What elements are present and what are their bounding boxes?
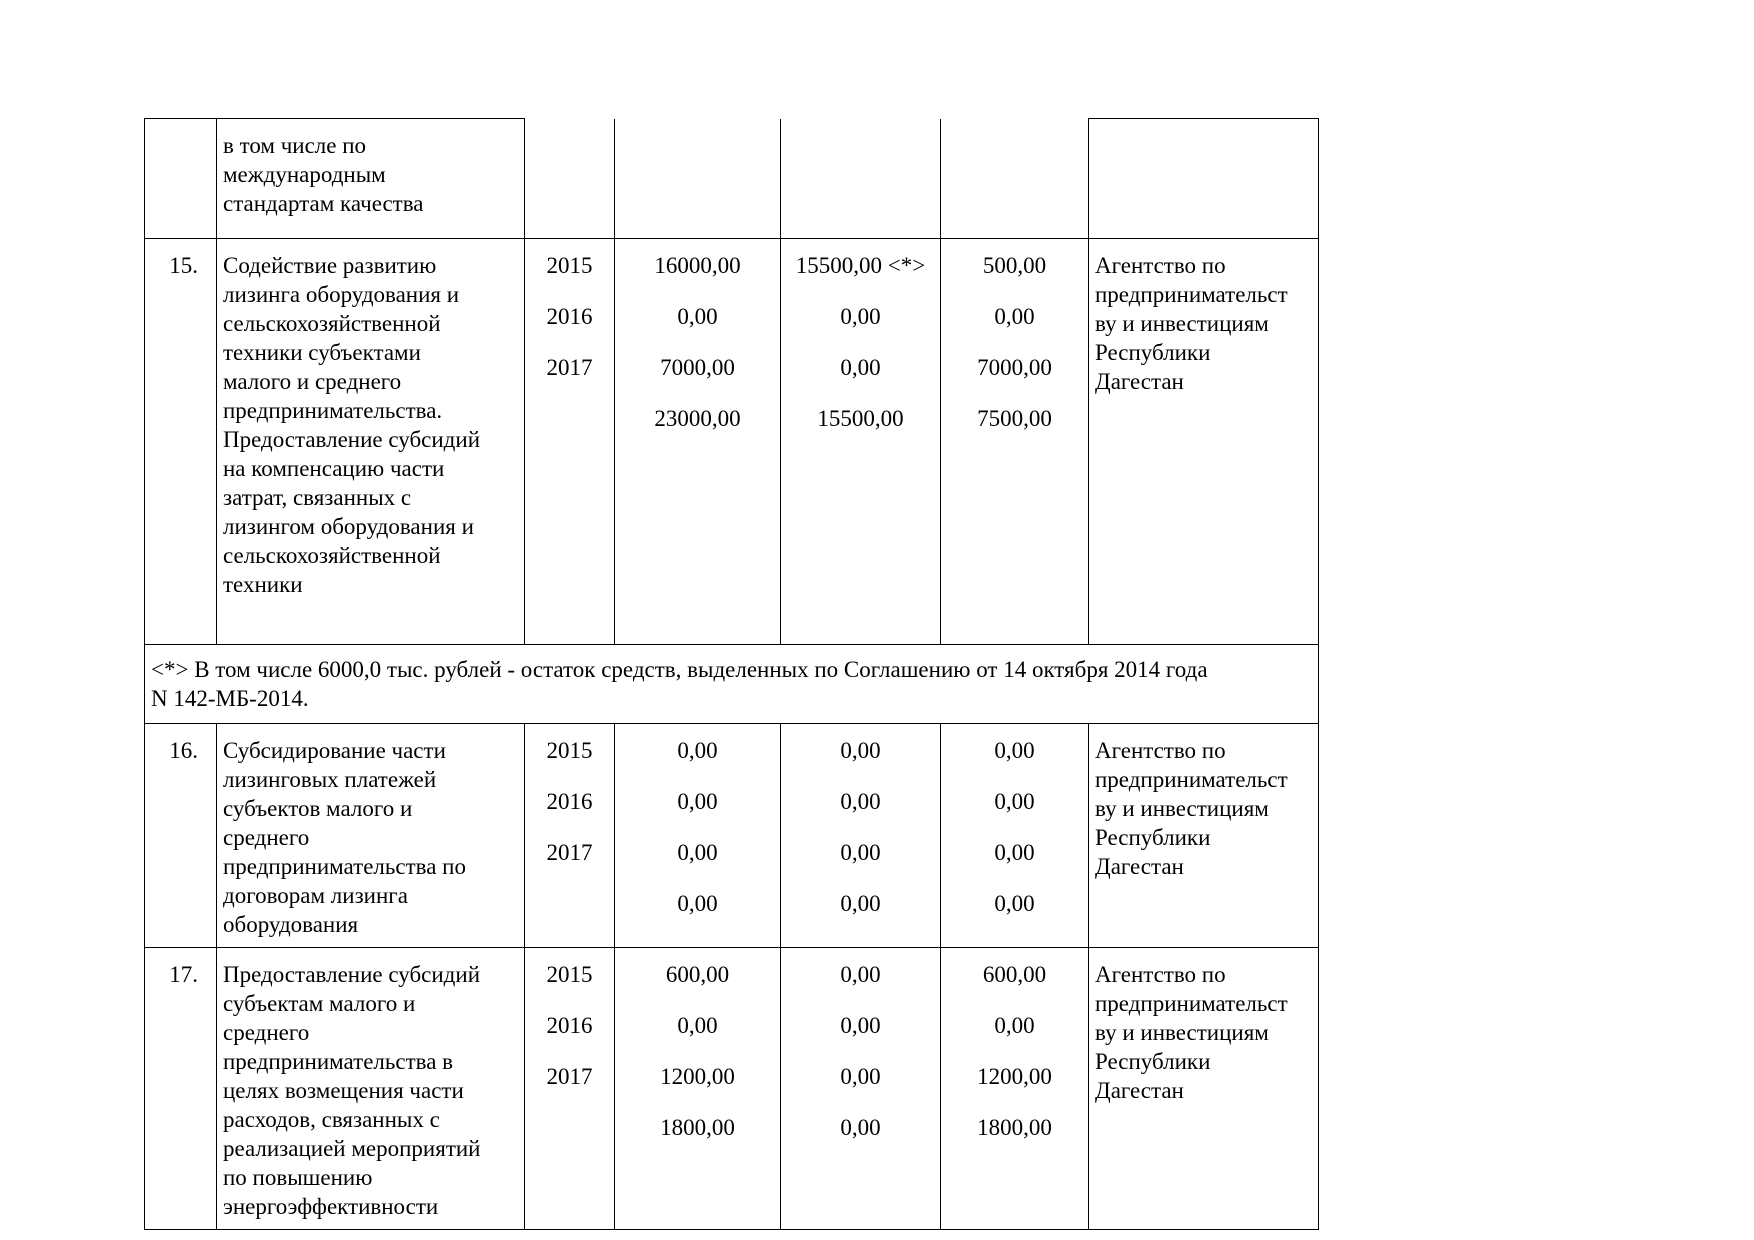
federal-amount-cell: [781, 239, 941, 645]
measure-name-line: целях возмещения части: [223, 1078, 464, 1103]
total-amount-cell: [615, 724, 781, 948]
measure-name-line: расходов, связанных с: [223, 1107, 440, 1132]
measure-name-line: лизинговых платежей: [223, 767, 437, 792]
years-cell-line: 2016: [546, 304, 593, 329]
measure-name-line: международным: [223, 162, 386, 187]
measure-name-line: Предоставление субсидий: [223, 427, 480, 452]
republic-amount-cell-line: 600,00: [982, 962, 1047, 987]
executor-cell-line: Агентство по: [1095, 738, 1226, 763]
years-cell: [525, 239, 615, 645]
republic-amount-cell: [941, 724, 1089, 948]
executor-cell-line: Дагестан: [1095, 1078, 1184, 1103]
footnote-line: <*> В том числе 6000,0 тыс. рублей - остаток средств, выделенных по Соглашению от 14 октября 2014 года: [151, 657, 1208, 682]
executor-cell-line: ву и инвестициям: [1095, 796, 1269, 821]
federal-amount-cell: [781, 119, 941, 239]
federal-amount-cell-line: 15500,00: [817, 406, 904, 431]
table-body: [145, 119, 1319, 1230]
footnote-row: [145, 645, 1319, 724]
federal-amount-cell-line: 15500,00 <*>: [795, 253, 926, 278]
federal-amount-cell: [781, 948, 941, 1230]
measure-name-line: техники субъектами: [223, 340, 421, 365]
measure-name-line: реализацией мероприятий: [223, 1136, 481, 1161]
total-amount-cell-line: 600,00: [665, 962, 730, 987]
measure-name-line: лизингом оборудования и: [223, 514, 474, 539]
federal-amount-cell-line: 0,00: [840, 962, 881, 987]
measure-name-line: субъектам малого и: [223, 991, 416, 1016]
federal-amount-cell-line: 0,00: [840, 738, 881, 763]
total-amount-cell: [615, 948, 781, 1230]
republic-amount-cell-line: 0,00: [994, 1013, 1035, 1038]
federal-amount-cell-line: 0,00: [840, 840, 881, 865]
measure-name-line: на компенсацию части: [223, 456, 445, 481]
executor-cell-line: Республики: [1095, 1049, 1211, 1074]
measure-name-line: энергоэффективности: [223, 1194, 439, 1219]
measure-name-line: в том числе по: [223, 133, 367, 158]
measure-name-line: затрат, связанных с: [223, 485, 412, 510]
executor-cell-line: Дагестан: [1095, 369, 1184, 394]
federal-amount-cell-line: 0,00: [840, 891, 881, 916]
total-amount-cell-line: 0,00: [677, 789, 718, 814]
table-row: [145, 724, 1319, 948]
measure-name: [217, 239, 525, 645]
years-cell-line: 2017: [546, 1064, 593, 1089]
row-number: 17.: [145, 948, 217, 1230]
executor-cell-line: Республики: [1095, 340, 1211, 365]
measure-name: [217, 724, 525, 948]
executor-cell-line: ву и инвестициям: [1095, 1020, 1269, 1045]
row-number: 16.: [145, 724, 217, 948]
executor-cell: [1089, 724, 1319, 948]
measure-name-line: Содействие развитию: [223, 253, 437, 278]
years-cell: [525, 119, 615, 239]
measure-name-line: предпринимательства.: [223, 398, 443, 423]
total-amount-cell-line: 0,00: [677, 1013, 718, 1038]
republic-amount-cell-line: 1800,00: [977, 1115, 1052, 1140]
measure-name-line: оборудования: [223, 912, 359, 937]
measure-name-line: договорам лизинга: [223, 883, 408, 908]
program-measures-table: [144, 118, 1319, 1230]
table-row: [145, 239, 1319, 645]
row-number: 15.: [145, 239, 217, 645]
years-cell-line: 2015: [546, 738, 593, 763]
executor-cell-line: ву и инвестициям: [1095, 311, 1269, 336]
republic-amount-cell-line: 0,00: [994, 304, 1035, 329]
total-amount-cell-line: 7000,00: [660, 355, 735, 380]
republic-amount-cell: [941, 948, 1089, 1230]
total-amount-cell-line: 1800,00: [660, 1115, 735, 1140]
republic-amount-cell-line: 1200,00: [977, 1064, 1052, 1089]
executor-cell: [1089, 239, 1319, 645]
executor-cell-line: предпринимательст: [1095, 991, 1288, 1016]
years-cell-line: 2016: [546, 1013, 593, 1038]
measure-name-line: среднего: [223, 1020, 310, 1045]
years-cell-line: 2015: [546, 962, 593, 987]
republic-amount-cell-line: 0,00: [994, 891, 1035, 916]
table-row: [145, 119, 1319, 239]
republic-amount-cell: [941, 239, 1089, 645]
total-amount-cell-line: 0,00: [677, 304, 718, 329]
total-amount-cell-line: 0,00: [677, 840, 718, 865]
years-cell-line: 2017: [546, 355, 593, 380]
total-amount-cell-line: 0,00: [677, 891, 718, 916]
federal-amount-cell-line: 0,00: [840, 1064, 881, 1089]
measure-name-line: субъектов малого и: [223, 796, 413, 821]
measure-name: [217, 119, 525, 239]
executor-cell-line: Агентство по: [1095, 253, 1226, 278]
republic-amount-cell-line: 500,00: [982, 253, 1047, 278]
federal-amount-cell-line: 0,00: [840, 355, 881, 380]
republic-amount-cell-line: 7000,00: [977, 355, 1052, 380]
years-cell-line: 2016: [546, 789, 593, 814]
total-amount-cell-line: 1200,00: [660, 1064, 735, 1089]
measure-name-line: стандартам качества: [223, 191, 424, 216]
executor-cell-line: Агентство по: [1095, 962, 1226, 987]
measure-name-line: сельскохозяйственной: [223, 311, 441, 336]
total-amount-cell: [615, 239, 781, 645]
row-number: [145, 119, 217, 239]
footnote-line: N 142-МБ-2014.: [151, 686, 309, 711]
footnote: [145, 645, 1319, 724]
executor-cell: [1089, 119, 1319, 239]
federal-amount-cell-line: 0,00: [840, 1115, 881, 1140]
executor-cell: [1089, 948, 1319, 1230]
total-amount-cell-line: 16000,00: [654, 253, 741, 278]
years-cell: [525, 724, 615, 948]
years-cell-line: 2015: [546, 253, 593, 278]
measure-name-line: сельскохозяйственной: [223, 543, 441, 568]
measure-name: [217, 948, 525, 1230]
republic-amount-cell: [941, 119, 1089, 239]
measure-name-line: предпринимательства в: [223, 1049, 454, 1074]
federal-amount-cell: [781, 724, 941, 948]
federal-amount-cell-line: 0,00: [840, 304, 881, 329]
measure-name-line: техники: [223, 572, 303, 597]
measure-name-line: Субсидирование части: [223, 738, 446, 763]
federal-amount-cell-line: 0,00: [840, 1013, 881, 1038]
measure-name-line: Предоставление субсидий: [223, 962, 480, 987]
republic-amount-cell-line: 0,00: [994, 840, 1035, 865]
republic-amount-cell-line: 0,00: [994, 738, 1035, 763]
federal-amount-cell-line: 0,00: [840, 789, 881, 814]
years-cell: [525, 948, 615, 1230]
measure-name-line: среднего: [223, 825, 310, 850]
measure-name-line: лизинга оборудования и: [223, 282, 460, 307]
years-cell-line: 2017: [546, 840, 593, 865]
table-row: [145, 948, 1319, 1230]
measure-name-line: по повышению: [223, 1165, 373, 1190]
republic-amount-cell-line: 7500,00: [977, 406, 1052, 431]
measure-name-line: предпринимательства по: [223, 854, 466, 879]
executor-cell-line: предпринимательст: [1095, 767, 1288, 792]
total-amount-cell-line: 23000,00: [654, 406, 741, 431]
measure-name-line: малого и среднего: [223, 369, 402, 394]
executor-cell-line: предпринимательст: [1095, 282, 1288, 307]
executor-cell-line: Республики: [1095, 825, 1211, 850]
total-amount-cell-line: 0,00: [677, 738, 718, 763]
republic-amount-cell-line: 0,00: [994, 789, 1035, 814]
total-amount-cell: [615, 119, 781, 239]
executor-cell-line: Дагестан: [1095, 854, 1184, 879]
